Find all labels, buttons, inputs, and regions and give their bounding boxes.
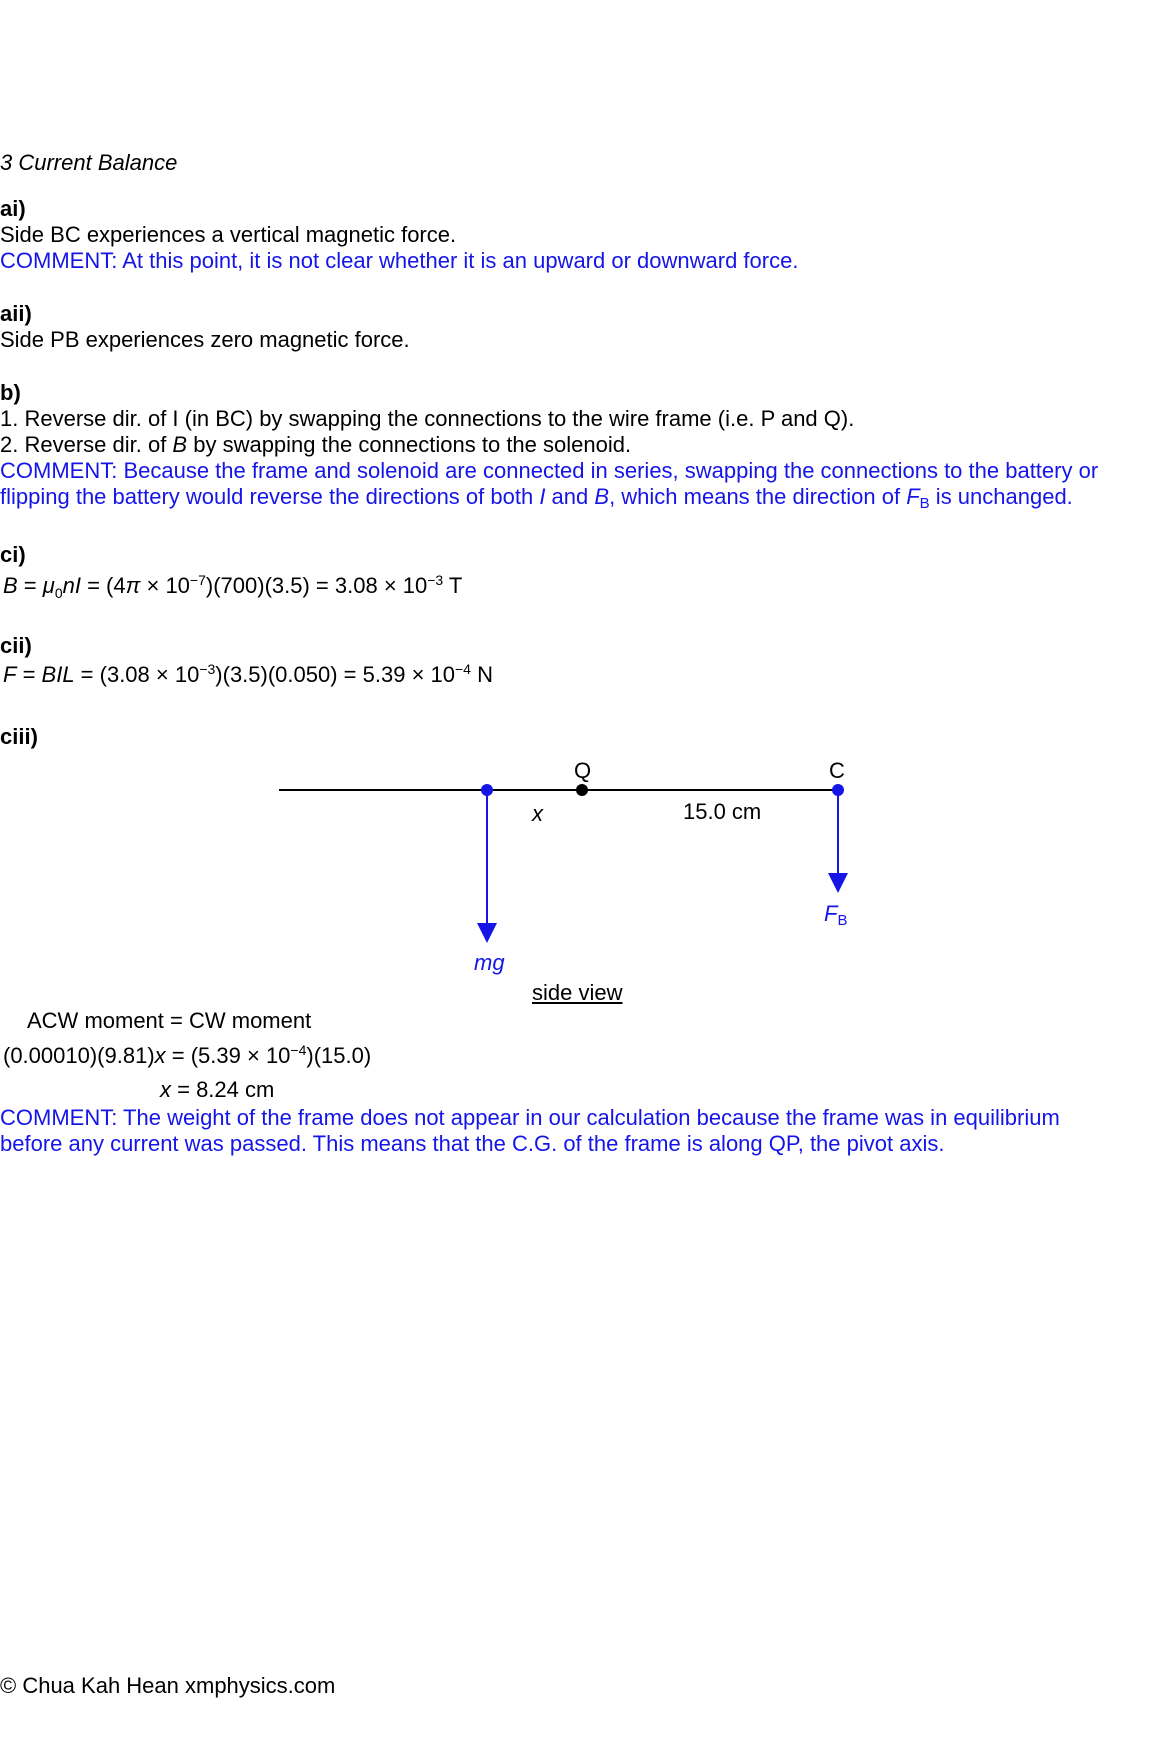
b-line-1: 1. Reverse dir. of I (in BC) by swapping the connections to the wire frame (i.e. P and Q). xyxy=(0,406,855,431)
cg-point xyxy=(481,784,493,796)
label-mg: mg xyxy=(474,950,505,975)
ciii-comment-line-1: COMMENT: The weight of the frame does not appear in our calculation because the frame was in equilibrium xyxy=(0,1105,1060,1130)
label-c: C xyxy=(829,758,845,783)
moment-equation: $(0.00010)(9.81)x = (5.39 \times 10^{-4})(15.0)$ xyxy=(3,1042,372,1068)
label-distance: 15.0 cm xyxy=(683,799,762,824)
ai-comment: COMMENT: At this point, it is not clear whether it is an upward or downward force. xyxy=(0,248,799,273)
moment-balance-line: ACW moment = CW moment xyxy=(27,1008,312,1033)
point-c xyxy=(832,784,844,796)
pivot-point-q xyxy=(576,784,588,796)
ci-equation: $B = \mu_0nI = (4\pi \times 10^{-7})(700)(3.5) = 3.08 \times 10^{-3}$ T xyxy=(3,572,463,601)
label-fb: FB xyxy=(824,901,848,929)
b-line-2: 2. Reverse dir. of B by swapping the connections to the solenoid. xyxy=(0,432,632,457)
heading-aii: aii) xyxy=(0,301,32,326)
ai-answer: Side BC experiences a vertical magnetic force. xyxy=(0,222,457,247)
diagram-caption: side view xyxy=(532,980,623,1005)
moment-result: x = 8.24 cm xyxy=(160,1077,275,1102)
heading-cii: cii) xyxy=(0,633,32,658)
heading-b: b) xyxy=(0,380,21,405)
page-title: 3 Current Balance xyxy=(0,150,178,175)
b-comment-line-2: flipping the battery would reverse the directions of both I and B, which means the direction of FB is unchanged. xyxy=(0,484,1073,512)
label-q: Q xyxy=(574,758,592,783)
b-comment-line-1: COMMENT: Because the frame and solenoid are connected in series, swapping the connections to the battery or xyxy=(0,458,1099,483)
heading-ciii: ciii) xyxy=(0,724,38,749)
label-x: x xyxy=(532,801,543,826)
aii-answer: Side PB experiences zero magnetic force. xyxy=(0,327,410,352)
ciii-comment-line-2: before any current was passed. This means that the C.G. of the frame is along QP, the pivot axis. xyxy=(0,1131,945,1156)
footer-copyright: © Chua Kah Hean xmphysics.com xyxy=(0,1673,336,1698)
cii-equation: F = BIL = $(3.08 \times 10^{-3})(3.5)(0.050) = 5.39 \times 10^{-4}$ N xyxy=(3,661,493,687)
heading-ci: ci) xyxy=(0,542,26,567)
heading-ai: ai) xyxy=(0,196,26,221)
